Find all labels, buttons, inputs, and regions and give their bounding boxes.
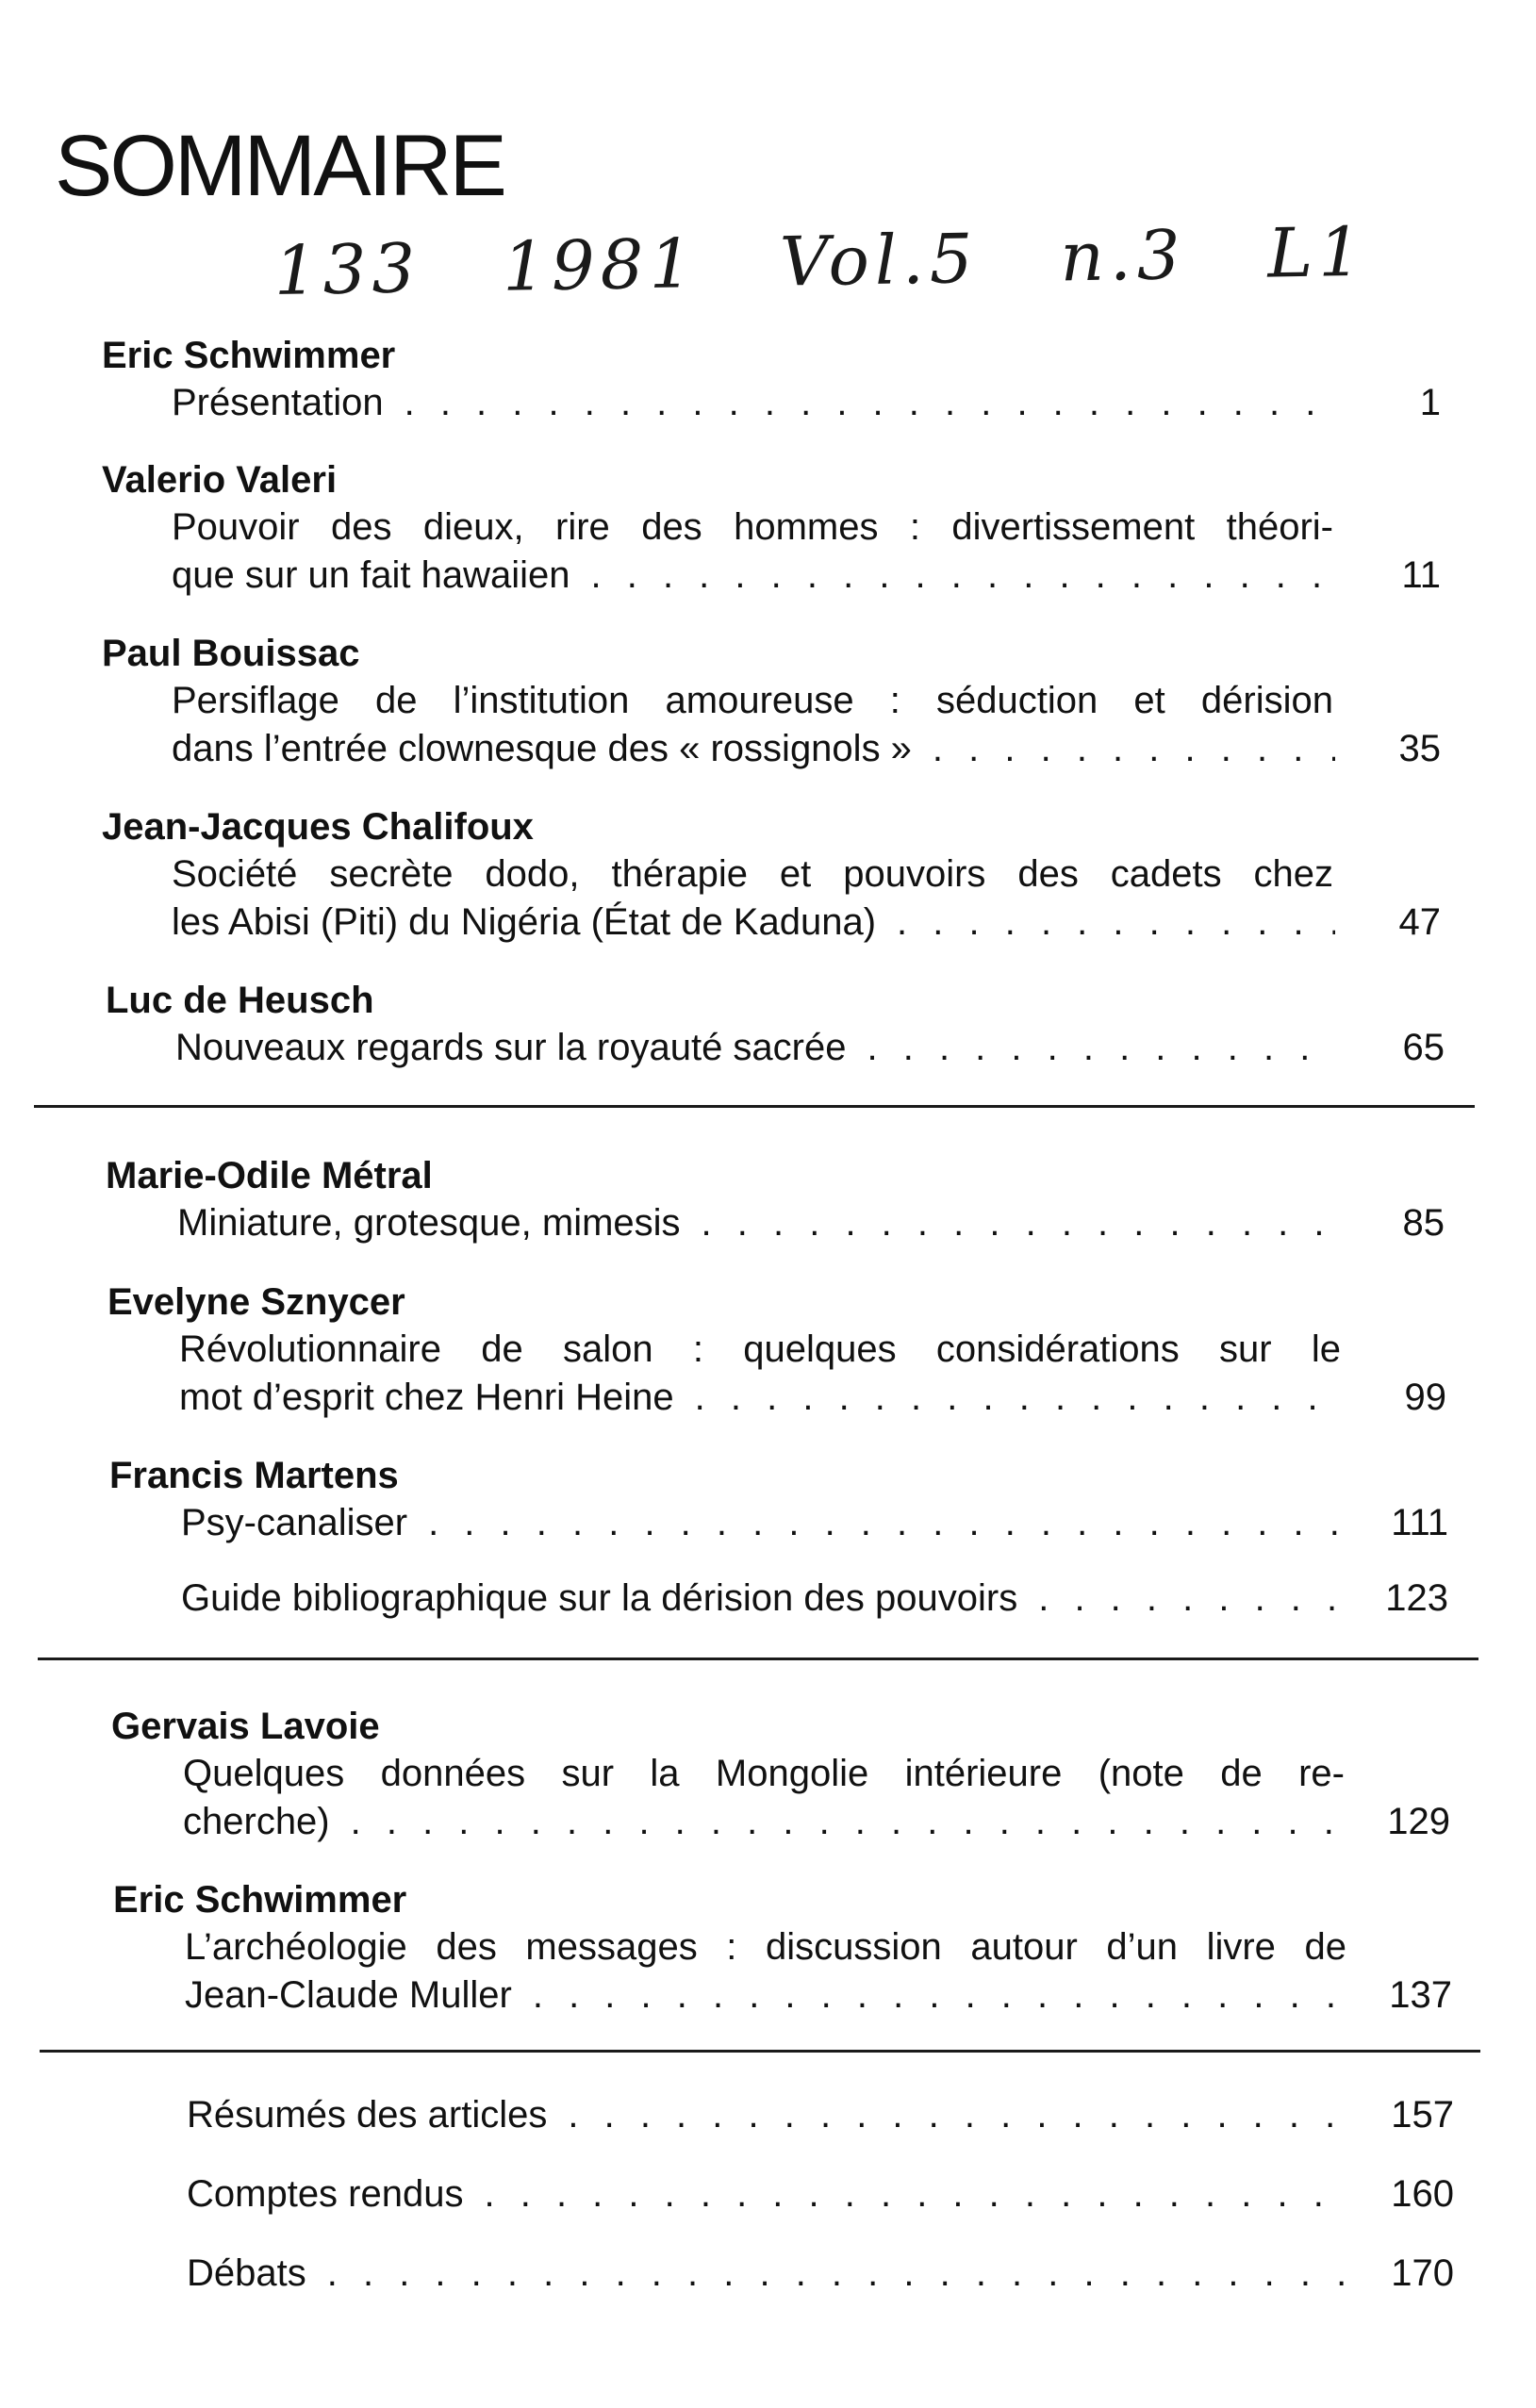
dot-leader	[867, 1024, 1339, 1072]
section-divider	[38, 1658, 1478, 1660]
entry-title: mot d’esprit chez Henri Heine	[179, 1377, 674, 1418]
page-number: 137	[1389, 1974, 1452, 2016]
dot-leader	[702, 1199, 1339, 1247]
page-number: 1	[1419, 382, 1441, 423]
entry-title: Résumés des articles	[187, 2094, 548, 2136]
entry-title-row	[187, 2170, 1454, 2218]
entry-title: Présentation	[172, 382, 384, 423]
dot-leader	[428, 1499, 1343, 1547]
entry-author: Luc de Heusch	[106, 980, 374, 1021]
entry-title-row	[172, 725, 1441, 773]
entry-author: Paul Bouissac	[102, 633, 360, 674]
toc-entry	[106, 977, 1445, 1072]
entry-author: Evelyne Sznycer	[107, 1281, 405, 1323]
toc-entry	[109, 1575, 1448, 1623]
entry-author: Valerio Valeri	[102, 459, 338, 501]
dot-leader	[897, 899, 1335, 947]
toc-entry	[102, 456, 1441, 600]
page-number: 11	[1401, 554, 1441, 596]
dot-leader	[327, 2250, 1348, 2298]
entry-author: Marie-Odile Métral	[106, 1155, 433, 1196]
toc-entry	[102, 332, 1441, 427]
toc-entry	[109, 1452, 1448, 1547]
page-title: SOMMAIRE	[55, 118, 504, 214]
entry-author: Eric Schwimmer	[102, 335, 396, 376]
page-number: 160	[1391, 2173, 1454, 2215]
entry-title: Débats	[187, 2252, 306, 2294]
section-divider	[34, 1105, 1475, 1108]
entry-title-row	[175, 1024, 1445, 1072]
dot-leader	[1038, 1575, 1343, 1623]
handwritten-annotation: 133 1981 Vol.5 n.3 L1	[273, 211, 1368, 310]
page-number: 47	[1398, 901, 1441, 943]
toc-entry	[102, 630, 1441, 773]
dot-leader	[484, 2170, 1348, 2218]
entry-title-line: Persiflage de l’institution amoureuse : séduction et dérision	[172, 680, 1333, 721]
entry-title-row	[183, 1798, 1450, 1846]
page-number: 111	[1391, 1502, 1448, 1543]
toc-entry	[102, 803, 1441, 947]
dot-leader	[568, 2091, 1348, 2139]
dot-leader	[351, 1798, 1345, 1846]
entry-author: Gervais Lavoie	[111, 1706, 380, 1747]
entry-title-row	[187, 2091, 1454, 2139]
section-divider	[40, 2050, 1480, 2053]
entry-title: cherche)	[183, 1801, 330, 1842]
entry-title-row	[172, 379, 1441, 427]
entry-title-row	[172, 899, 1441, 947]
entry-title-row	[179, 1374, 1446, 1422]
entry-title: les Abisi (Piti) du Nigéria (État de Kaduna)	[172, 901, 877, 943]
entry-title: Nouveaux regards sur la royauté sacrée	[175, 1027, 847, 1068]
entry-title: Guide bibliographique sur la dérision des pouvoirs	[181, 1577, 1018, 1619]
dot-leader	[933, 725, 1335, 773]
entry-title: que sur un fait hawaiien	[172, 554, 570, 596]
toc-entry	[115, 2170, 1454, 2218]
dot-leader	[591, 552, 1336, 600]
toc-entry	[115, 2250, 1454, 2298]
dot-leader	[405, 379, 1335, 427]
entry-title: Comptes rendus	[187, 2173, 464, 2215]
entry-title-line: Révolutionnaire de salon : quelques considérations sur le	[179, 1328, 1341, 1370]
page-number: 99	[1404, 1377, 1446, 1418]
entry-title-line: Quelques données sur la Mongolie intérieure (note de re-	[183, 1753, 1345, 1794]
page-number: 170	[1391, 2252, 1454, 2294]
page-number: 65	[1402, 1027, 1445, 1068]
entry-title-row	[185, 1971, 1452, 2020]
entry-title: Jean-Claude Muller	[185, 1974, 512, 2016]
page-number: 129	[1387, 1801, 1450, 1842]
page-number: 35	[1398, 728, 1441, 769]
entry-title-row	[172, 552, 1441, 600]
entry-title: Psy-canaliser	[181, 1502, 408, 1543]
entry-title: Miniature, grotesque, mimesis	[177, 1202, 681, 1244]
page-number: 85	[1402, 1202, 1445, 1244]
page-number: 157	[1391, 2094, 1454, 2136]
dot-leader	[695, 1374, 1341, 1422]
entry-title: dans l’entrée clownesque des « rossignols »	[172, 728, 912, 769]
entry-title-row	[177, 1199, 1445, 1247]
entry-title-line: Société secrète dodo, thérapie et pouvoirs des cadets chez	[172, 853, 1333, 895]
dot-leader	[533, 1971, 1346, 2020]
toc-entry	[107, 1278, 1446, 1422]
toc-entry	[106, 1152, 1445, 1247]
page-number: 123	[1385, 1577, 1448, 1619]
entry-author: Francis Martens	[109, 1455, 399, 1496]
entry-title-row	[187, 2250, 1454, 2298]
entry-title-row	[181, 1575, 1448, 1623]
toc-entry	[113, 1876, 1452, 2020]
entry-title-line: L’archéologie des messages : discussion autour d’un livre de	[185, 1926, 1346, 1968]
toc-entry	[115, 2091, 1454, 2139]
entry-author: Jean-Jacques Chalifoux	[102, 806, 534, 848]
entry-title-line: Pouvoir des dieux, rire des hommes : divertissement théori-	[172, 506, 1333, 548]
toc-entry	[111, 1703, 1450, 1846]
entry-title-row	[181, 1499, 1448, 1547]
entry-author: Eric Schwimmer	[113, 1879, 407, 1921]
